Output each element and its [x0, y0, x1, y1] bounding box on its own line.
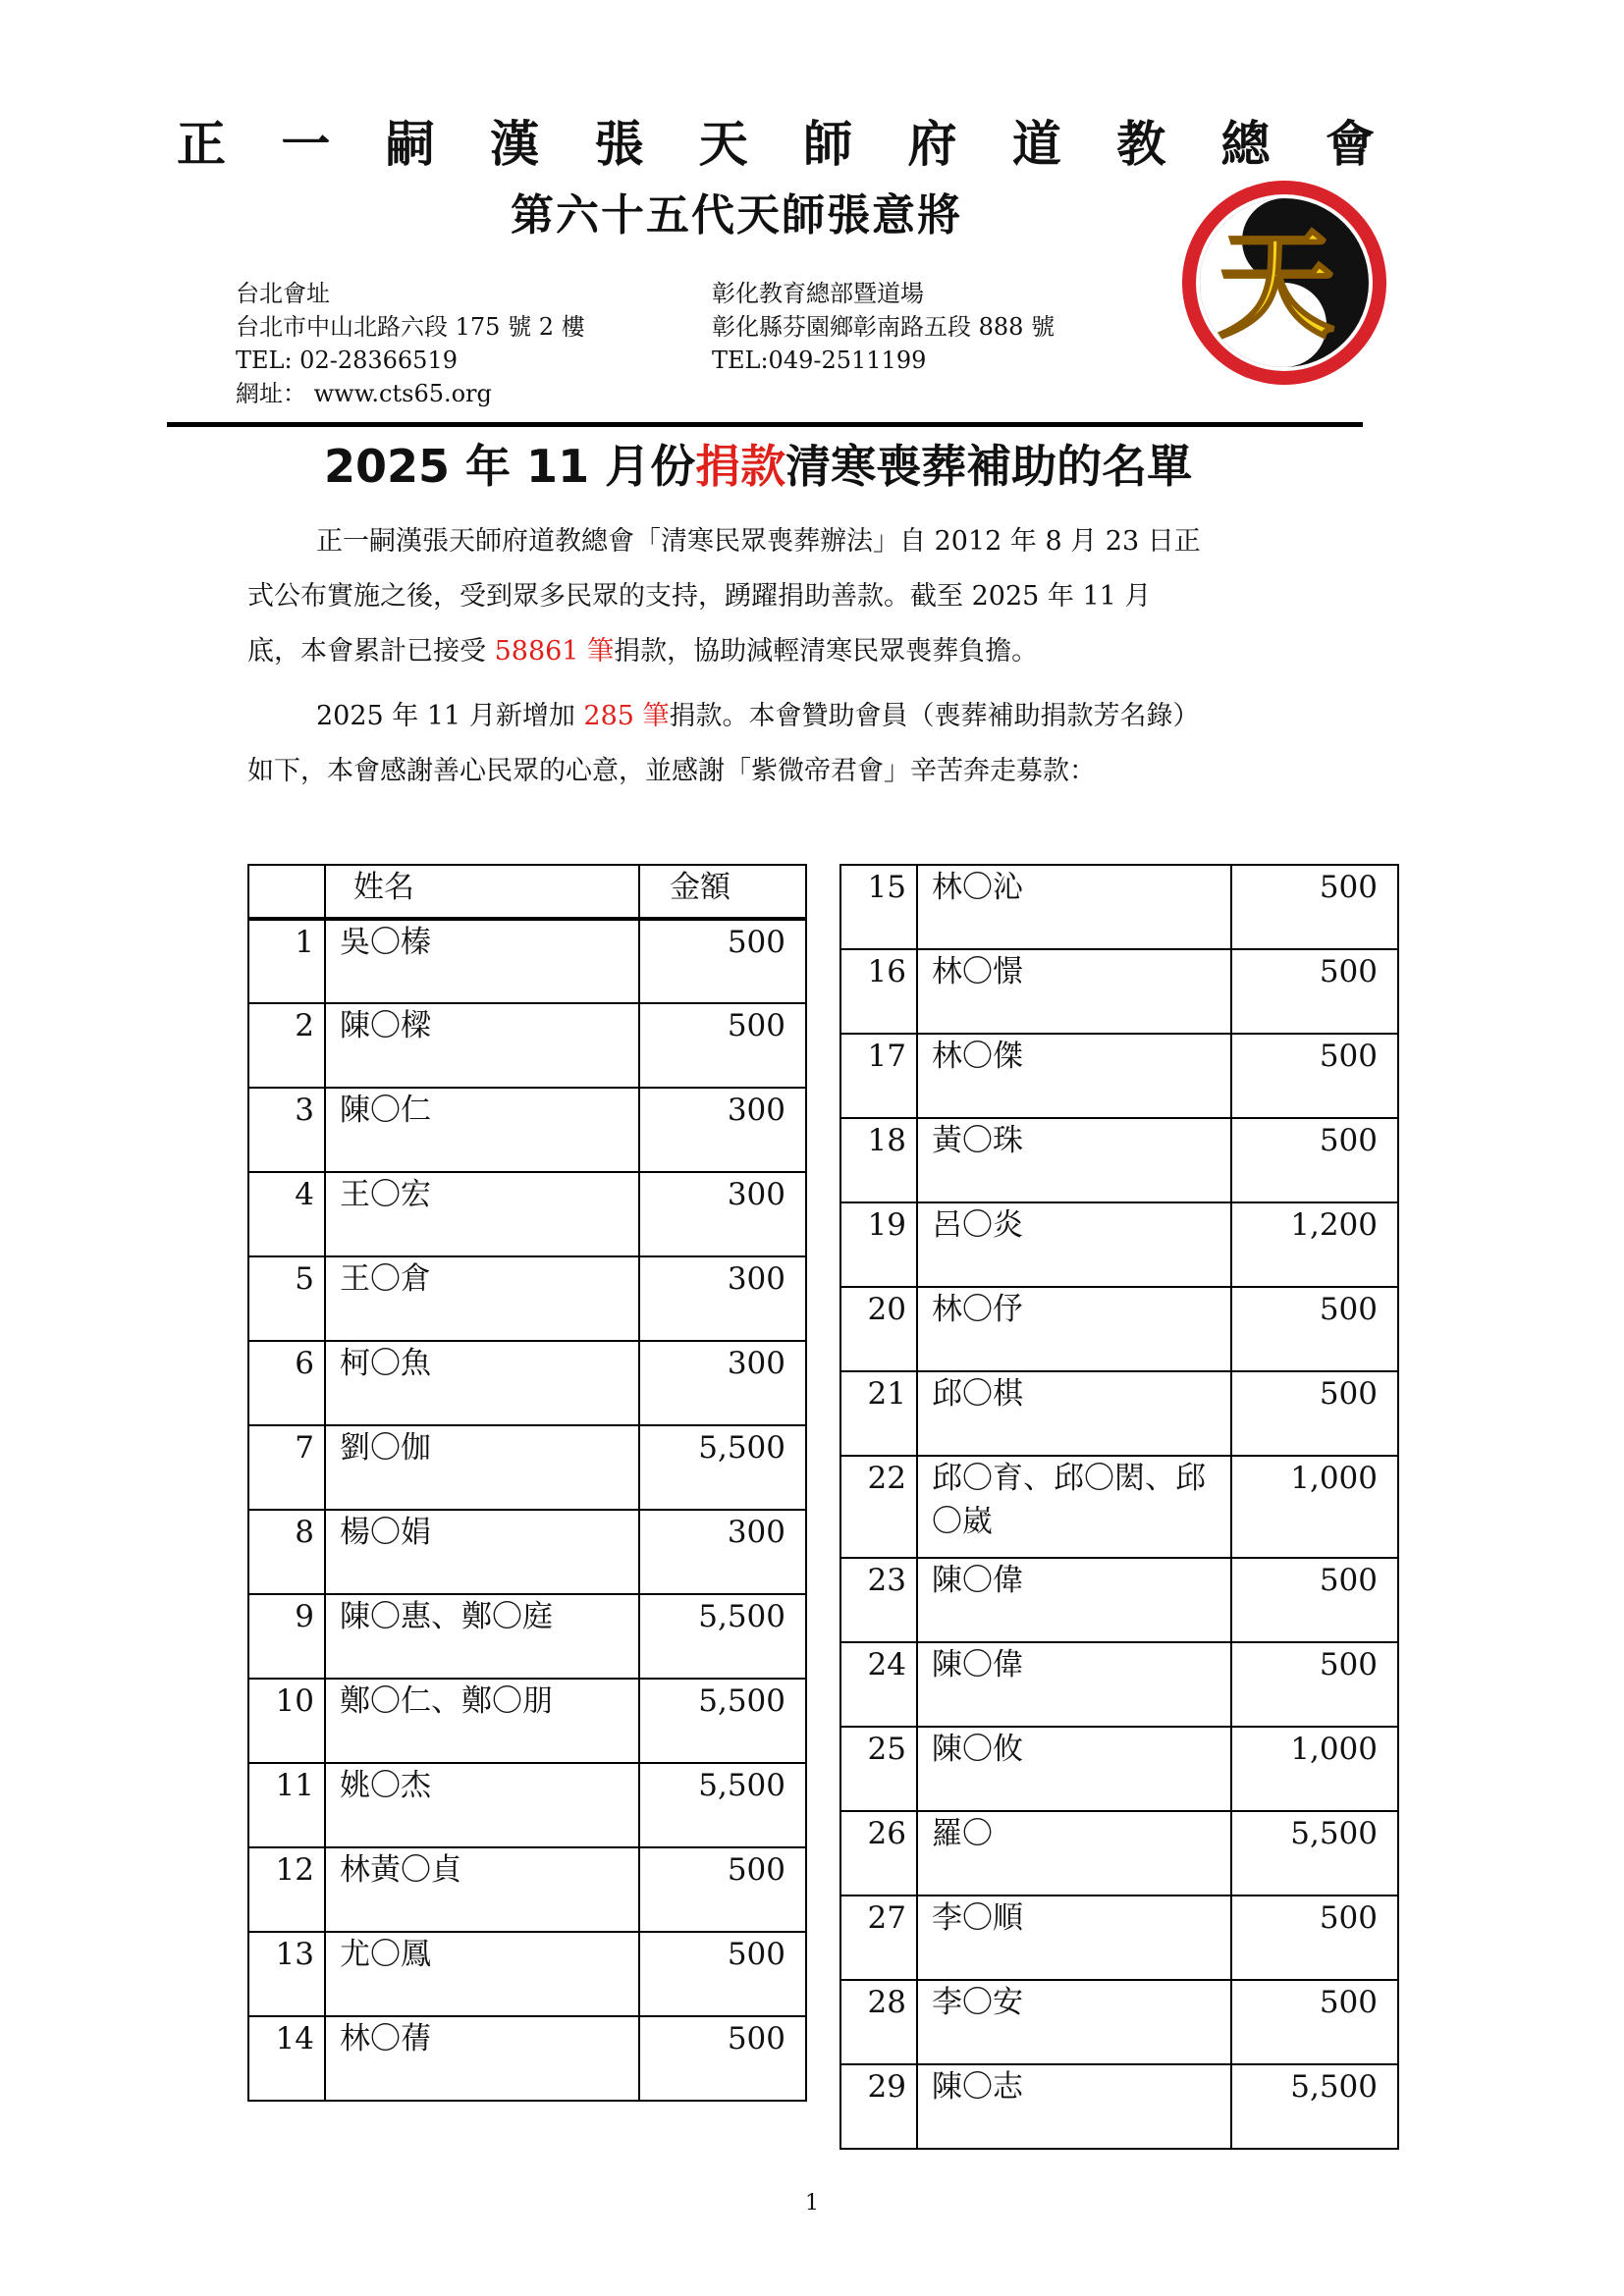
taipei-tel: TEL: 02-28366519 [236, 347, 458, 374]
intro-text: 捐款，協助減輕清寒民眾喪葬負擔。 [614, 636, 1039, 667]
donor-name: 陳〇志 [917, 2064, 1231, 2149]
donation-amount: 5,500 [639, 1425, 806, 1510]
intro-text: 捐款。本會贊助會員（喪葬補助捐款芳名錄） [669, 701, 1200, 731]
header-no [248, 865, 325, 919]
donor-name: 姚〇杰 [325, 1763, 639, 1847]
donation-amount: 500 [1231, 865, 1398, 949]
taipei-address-block [236, 277, 585, 410]
intro-line: 式公布實施之後，受到眾多民眾的支持，踴躍捐助善款。截至 2025 年 11 月 [247, 581, 1152, 612]
table-row [248, 1763, 806, 1847]
table-row [840, 1034, 1398, 1118]
donation-amount: 500 [1231, 1558, 1398, 1642]
donation-amount: 500 [1231, 1896, 1398, 1980]
title-post: 清寒喪葬補助的名單 [785, 440, 1193, 493]
org-title-char: 道 [1011, 116, 1061, 173]
table-row [248, 1088, 806, 1172]
donation-amount: 500 [1231, 1642, 1398, 1727]
donor-name: 陳〇偉 [917, 1558, 1231, 1642]
intro-text: 底，本會累計已接受 [247, 636, 495, 667]
row-no: 21 [840, 1371, 917, 1456]
table-row [248, 1256, 806, 1341]
donor-name: 邱〇育、邱〇閎、邱〇崴 [917, 1456, 1231, 1558]
row-no: 29 [840, 2064, 917, 2149]
row-no: 1 [248, 919, 325, 1003]
intro-line [316, 689, 1200, 744]
donor-name: 羅〇 [917, 1811, 1231, 1896]
donation-amount: 5,500 [1231, 1811, 1398, 1896]
changhua-tel: TEL:049-2511199 [712, 347, 927, 374]
new-count: 285 筆 [583, 701, 670, 731]
table-row [840, 1202, 1398, 1287]
org-title-char: 天 [698, 116, 748, 173]
donation-amount: 500 [1231, 1118, 1398, 1202]
master-subtitle: 第六十五代天師張意將 [511, 190, 962, 240]
website: 網址： www.cts65.org [236, 380, 492, 407]
table-row [840, 1456, 1398, 1558]
table-row [840, 1727, 1398, 1811]
donation-amount: 1,000 [1231, 1456, 1398, 1558]
donation-amount: 500 [1231, 1287, 1398, 1371]
donor-table-left [247, 864, 807, 2102]
intro-line: 正一嗣漢張天師府道教總會「清寒民眾喪葬辦法」自 2012 年 8 月 23 日正 [316, 526, 1201, 557]
row-no: 22 [840, 1456, 917, 1558]
org-title-char: 師 [803, 116, 853, 173]
donation-amount: 300 [639, 1088, 806, 1172]
new-donations-paragraph [316, 689, 1200, 744]
row-no: 4 [248, 1172, 325, 1256]
donation-amount: 1,200 [1231, 1202, 1398, 1287]
table-row [248, 2016, 806, 2101]
row-no: 9 [248, 1594, 325, 1679]
donor-name: 楊〇娟 [325, 1510, 639, 1594]
donor-name: 尤〇鳳 [325, 1932, 639, 2016]
org-title-char: 嗣 [385, 116, 435, 173]
donation-amount: 5,500 [1231, 2064, 1398, 2149]
table-row [248, 1679, 806, 1763]
donation-amount: 300 [639, 1172, 806, 1256]
row-no: 16 [840, 949, 917, 1034]
donor-name: 陳〇偉 [917, 1642, 1231, 1727]
row-no: 11 [248, 1763, 325, 1847]
donor-name: 林〇憬 [917, 949, 1231, 1034]
table-row [248, 1003, 806, 1088]
table-row [840, 1118, 1398, 1202]
donor-name: 呂〇炎 [917, 1202, 1231, 1287]
table-row [248, 1425, 806, 1510]
table-row [840, 1896, 1398, 1980]
donor-name: 柯〇魚 [325, 1341, 639, 1425]
row-no: 7 [248, 1425, 325, 1510]
donor-name: 陳〇樑 [325, 1003, 639, 1088]
table-row [840, 1642, 1398, 1727]
intro-text: 2025 年 11 月新增加 [316, 701, 584, 731]
donor-name: 林〇蒨 [325, 2016, 639, 2101]
page-number: 1 [805, 2191, 819, 2216]
row-no: 14 [248, 2016, 325, 2101]
row-no: 28 [840, 1980, 917, 2064]
intro-paragraph-cont [247, 569, 1151, 679]
donation-amount: 500 [1231, 1034, 1398, 1118]
donation-amount: 500 [1231, 1980, 1398, 2064]
table-row [248, 1172, 806, 1256]
header-amount: 金額 [639, 865, 806, 919]
row-no: 13 [248, 1932, 325, 2016]
row-no: 17 [840, 1034, 917, 1118]
table-row [840, 865, 1398, 949]
donor-name: 王〇倉 [325, 1256, 639, 1341]
donor-name: 林〇傑 [917, 1034, 1231, 1118]
taipei-label: 台北會址 [236, 280, 330, 307]
changhua-label: 彰化教育總部暨道場 [712, 280, 924, 307]
org-title-char: 一 [281, 116, 331, 173]
row-no: 25 [840, 1727, 917, 1811]
row-no: 19 [840, 1202, 917, 1287]
intro-line [247, 624, 1151, 679]
donation-amount: 500 [639, 1932, 806, 2016]
org-title-char: 府 [907, 116, 957, 173]
table-row [840, 1980, 1398, 2064]
donor-name: 鄭〇仁、鄭〇朋 [325, 1679, 639, 1763]
org-title-char: 正 [177, 116, 226, 173]
row-no: 23 [840, 1558, 917, 1642]
org-title-char: 漢 [490, 116, 540, 173]
donation-amount: 500 [1231, 949, 1398, 1034]
donor-name: 劉〇伽 [325, 1425, 639, 1510]
table-row [248, 1594, 806, 1679]
org-title-char: 教 [1116, 116, 1166, 173]
row-no: 27 [840, 1896, 917, 1980]
donation-amount: 300 [639, 1341, 806, 1425]
org-title-char: 張 [594, 116, 644, 173]
donor-name: 林〇伃 [917, 1287, 1231, 1371]
organization-title [177, 110, 1375, 179]
row-no: 26 [840, 1811, 917, 1896]
table-row [840, 1371, 1398, 1456]
donor-name: 林黃〇貞 [325, 1847, 639, 1932]
donation-amount: 300 [639, 1256, 806, 1341]
row-no: 10 [248, 1679, 325, 1763]
donation-amount: 500 [639, 2016, 806, 2101]
table-row [840, 1558, 1398, 1642]
org-title-char: 總 [1220, 116, 1271, 173]
tian-yinyang-logo [1180, 179, 1388, 387]
logo-tian-char: 天 [1218, 218, 1335, 354]
row-no: 20 [840, 1287, 917, 1371]
table-header-row [248, 865, 806, 919]
changhua-address-block [712, 277, 1055, 377]
row-no: 15 [840, 865, 917, 949]
row-no: 24 [840, 1642, 917, 1727]
org-title-char: 會 [1325, 116, 1375, 173]
header-divider [167, 422, 1363, 427]
donor-name: 黃〇珠 [917, 1118, 1231, 1202]
row-no: 18 [840, 1118, 917, 1202]
donor-name: 吳〇榛 [325, 919, 639, 1003]
header-name: 姓名 [325, 865, 639, 919]
row-no: 6 [248, 1341, 325, 1425]
donation-amount: 500 [1231, 1371, 1398, 1456]
donor-name: 陳〇攸 [917, 1727, 1231, 1811]
donor-name: 陳〇仁 [325, 1088, 639, 1172]
table-row [248, 1510, 806, 1594]
intro-line: 如下，本會感謝善心民眾的心意，並感謝「紫微帝君會」辛苦奔走募款： [247, 756, 1096, 786]
taipei-address: 台北市中山北路六段 175 號 2 樓 [236, 313, 585, 341]
donor-name: 林〇沁 [917, 865, 1231, 949]
title-pre: 2025 年 11 月份 [324, 440, 696, 493]
donor-name: 李〇安 [917, 1980, 1231, 2064]
donor-name: 陳〇惠、鄭〇庭 [325, 1594, 639, 1679]
table-row [840, 2064, 1398, 2149]
donation-amount: 5,500 [639, 1763, 806, 1847]
intro-paragraph [316, 514, 1201, 569]
table-row [248, 1847, 806, 1932]
document-title [324, 432, 1192, 501]
donation-amount: 5,500 [639, 1679, 806, 1763]
table-row [840, 1811, 1398, 1896]
donor-name: 邱〇棋 [917, 1371, 1231, 1456]
donation-amount: 300 [639, 1510, 806, 1594]
donation-amount: 500 [639, 1847, 806, 1932]
table-row [840, 949, 1398, 1034]
table-row [248, 1932, 806, 2016]
title-highlight: 捐款 [695, 440, 786, 493]
donation-amount: 500 [639, 1003, 806, 1088]
donor-table-right [839, 864, 1399, 2150]
table-row [840, 1287, 1398, 1371]
table-row [248, 919, 806, 1003]
table-row [248, 1341, 806, 1425]
changhua-address: 彰化縣芬園鄉彰南路五段 888 號 [712, 313, 1056, 341]
row-no: 2 [248, 1003, 325, 1088]
row-no: 8 [248, 1510, 325, 1594]
row-no: 3 [248, 1088, 325, 1172]
donation-amount: 1,000 [1231, 1727, 1398, 1811]
row-no: 5 [248, 1256, 325, 1341]
donor-name: 李〇順 [917, 1896, 1231, 1980]
row-no: 12 [248, 1847, 325, 1932]
donor-name: 王〇宏 [325, 1172, 639, 1256]
thanks-paragraph [247, 744, 1096, 799]
donation-amount: 5,500 [639, 1594, 806, 1679]
total-count: 58861 筆 [494, 636, 615, 667]
donation-amount: 500 [639, 919, 806, 1003]
